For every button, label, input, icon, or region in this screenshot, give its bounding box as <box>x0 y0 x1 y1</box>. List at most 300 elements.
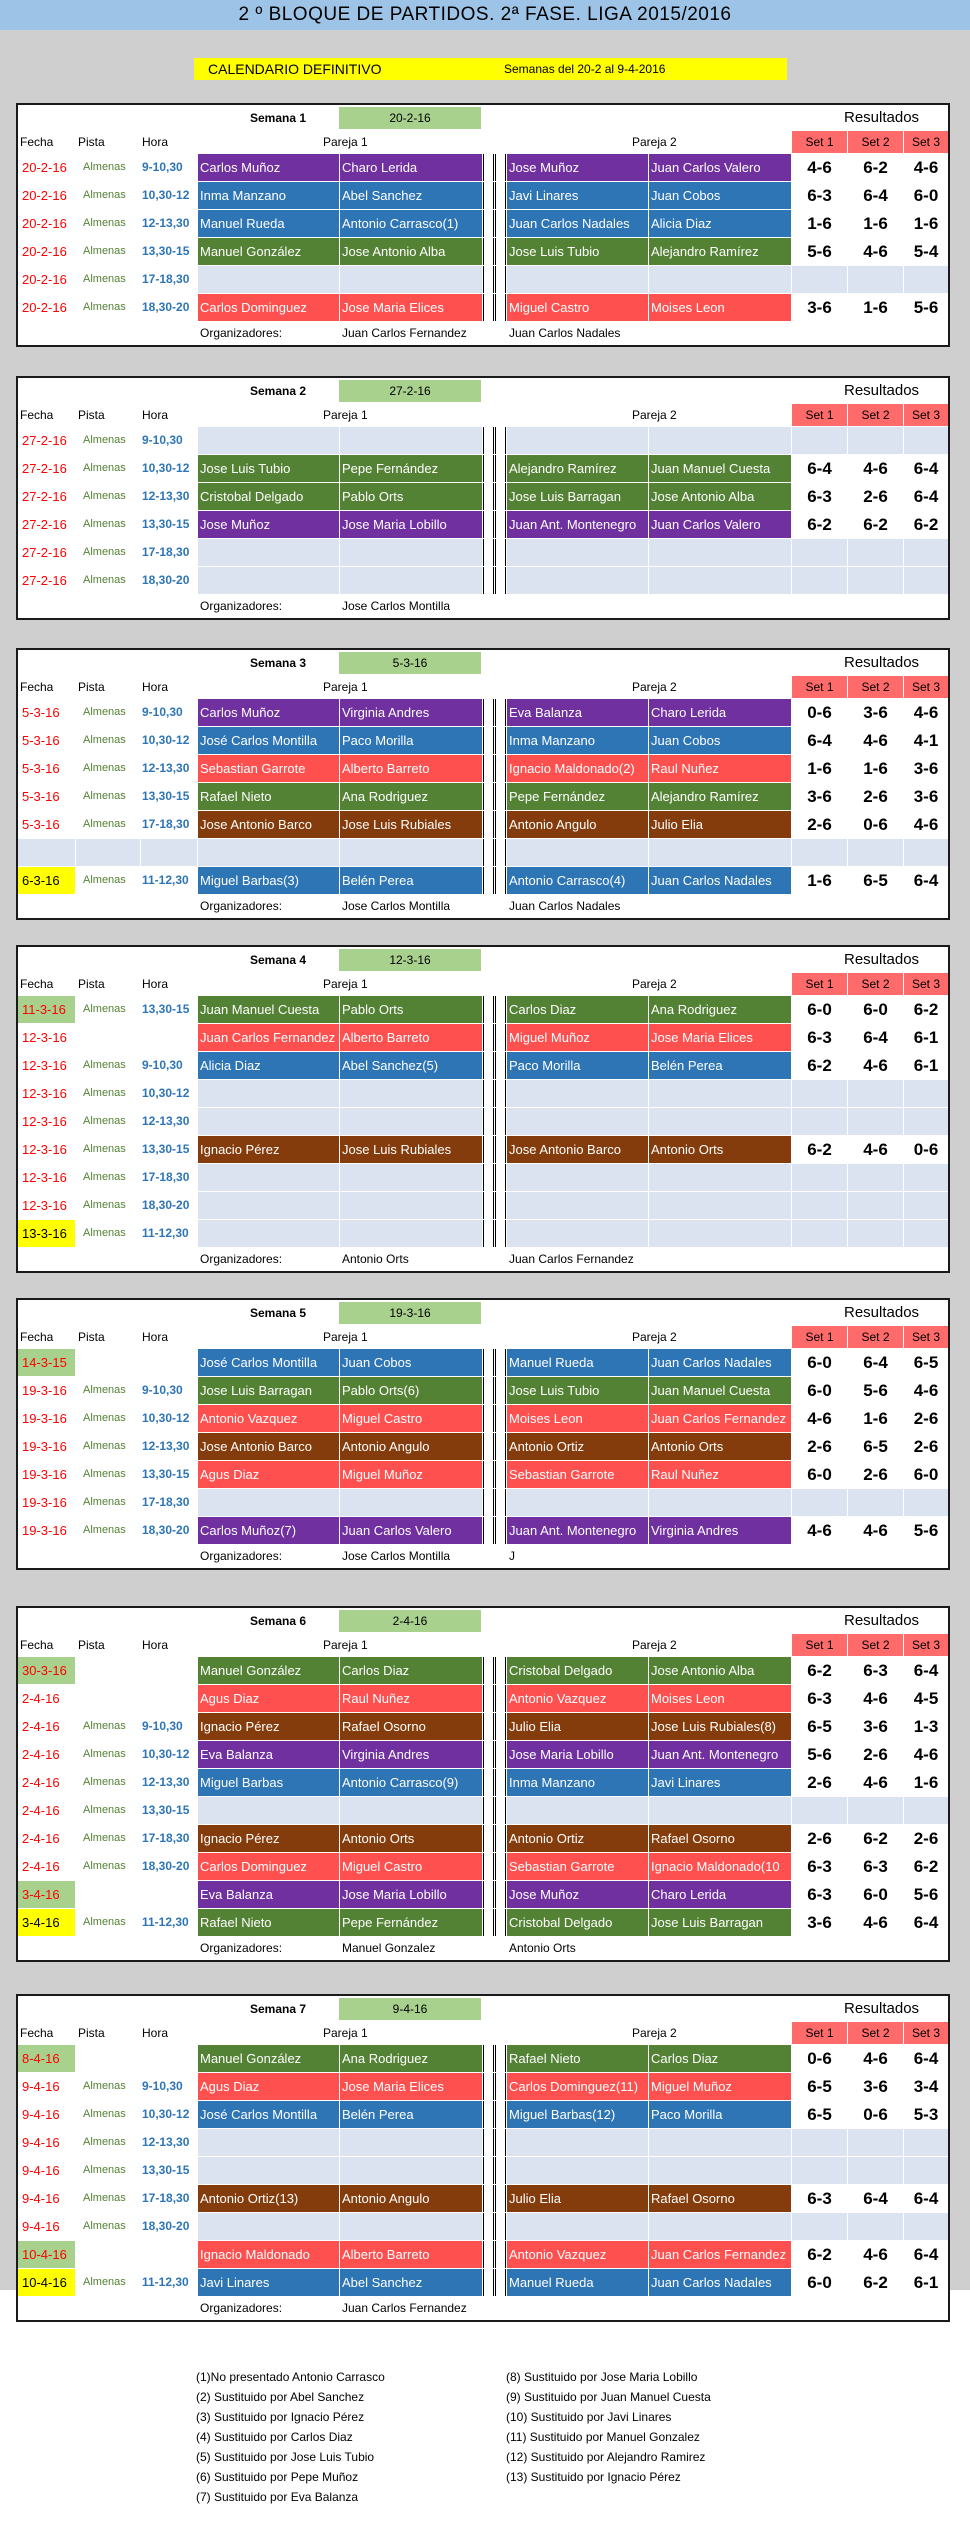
match-row <box>18 1107 948 1135</box>
match-date: 9-4-16 <box>22 2107 60 2122</box>
col-set2: Set 2 <box>848 404 903 426</box>
match-court <box>76 1349 140 1376</box>
pair1-player2: Belén Perea <box>340 2101 482 2128</box>
pair2-player2 <box>649 539 791 566</box>
pair1-player1: Agus Diaz <box>198 1685 339 1712</box>
match-court: Almenas <box>83 1524 126 1536</box>
pair1-player1 <box>198 2157 339 2184</box>
col-set1: Set 1 <box>792 2022 847 2044</box>
set3-score: 6-0 <box>913 1465 939 1484</box>
col-pareja1: Pareja 1 <box>323 1638 368 1652</box>
week-table <box>16 103 950 347</box>
match-date: 27-2-16 <box>22 545 67 560</box>
pair1-player1: Carlos Dominguez <box>198 294 339 321</box>
pair1-player2 <box>340 1489 482 1516</box>
week-header <box>18 650 948 676</box>
set3-score <box>904 1220 948 1247</box>
match-date: 27-2-16 <box>22 461 67 476</box>
set3-score <box>904 266 948 293</box>
match-time: 11-12,30 <box>142 1915 189 1929</box>
match-date: 2-4-16 <box>22 1691 60 1706</box>
match-court: Almenas <box>83 1860 126 1872</box>
match-court: Almenas <box>83 1748 126 1760</box>
set2-score: 4-6 <box>863 1773 888 1792</box>
pair2-player2: Juan Manuel Cuesta <box>649 1377 791 1404</box>
pair2-player1: Rafael Nieto <box>507 2045 648 2072</box>
week-table <box>16 1606 950 1962</box>
spacer-cell <box>483 511 494 538</box>
pair2-player2 <box>649 2157 791 2184</box>
footnote: (6) Sustituido por Pepe Muñoz <box>196 2470 359 2484</box>
pair2-player1: Carlos Dominguez(11) <box>507 2073 648 2100</box>
pair1-player2 <box>340 567 482 594</box>
match-time: 9-10,30 <box>142 705 183 719</box>
pair1-player1 <box>198 1164 339 1191</box>
pair1-player1: Ignacio Maldonado <box>198 2241 339 2268</box>
week-label: Semana 5 <box>249 1306 307 1320</box>
match-row <box>18 454 948 482</box>
col-set3: Set 3 <box>904 404 948 426</box>
col-fecha: Fecha <box>20 1330 54 1344</box>
match-date: 20-2-16 <box>22 244 67 259</box>
footnote: (1)No presentado Antonio Carrasco <box>196 2370 385 2384</box>
set1-score: 6-3 <box>807 1689 832 1708</box>
pair2-player1: Jose Antonio Barco <box>507 1136 648 1163</box>
pair2-player2: Jose Maria Elices <box>649 1024 791 1051</box>
set2-score <box>848 1192 903 1219</box>
pair2-player2: Juan Cobos <box>649 182 791 209</box>
organizer-1: Manuel Gonzalez <box>342 1941 436 1955</box>
match-time: 10,30-12 <box>142 1747 190 1761</box>
pair1-player1 <box>198 266 339 293</box>
match-time <box>141 1024 197 1051</box>
set3-score <box>904 567 948 594</box>
pair1-player1: Eva Balanza <box>198 1741 339 1768</box>
set3-score: 6-4 <box>913 459 939 478</box>
pair2-player1: Inma Manzano <box>507 1769 648 1796</box>
pair1-player2: Miguel Muñoz <box>340 1461 482 1488</box>
set1-score <box>792 427 847 454</box>
pair1-player2: Pepe Fernández <box>340 1909 482 1936</box>
col-set3: Set 3 <box>904 131 948 153</box>
spacer-cell <box>495 2073 506 2100</box>
pair2-player1: Juan Ant. Montenegro <box>507 1517 648 1544</box>
set2-score <box>848 539 903 566</box>
week-table <box>16 945 950 1273</box>
col-hora: Hora <box>142 1330 169 1344</box>
pair2-player1: Julio Elia <box>507 1713 648 1740</box>
match-court: Almenas <box>83 462 126 474</box>
set1-score: 6-2 <box>807 515 832 534</box>
spacer-cell <box>495 1461 506 1488</box>
set3-score: 4-1 <box>913 731 939 750</box>
col-pareja1: Pareja 1 <box>323 680 368 694</box>
week-table <box>16 376 950 620</box>
pair2-player2: Rafael Osorno <box>649 2185 791 2212</box>
match-court: Almenas <box>83 1143 126 1155</box>
pair1-player1: Jose Antonio Barco <box>198 1433 339 1460</box>
set2-score: 0-6 <box>863 2105 888 2124</box>
pair1-player1 <box>198 1489 339 1516</box>
set2-score: 2-6 <box>863 487 888 506</box>
match-row <box>18 181 948 209</box>
set2-score <box>848 1164 903 1191</box>
pair2-player1: Miguel Muñoz <box>507 1024 648 1051</box>
match-court: Almenas <box>83 874 126 886</box>
match-row <box>18 1852 948 1880</box>
col-set3: Set 3 <box>904 973 948 995</box>
pair1-player2: Paco Morilla <box>340 727 482 754</box>
match-court: Almenas <box>83 1832 126 1844</box>
pair2-player2 <box>649 1108 791 1135</box>
spacer-cell <box>483 2157 494 2184</box>
set1-score: 6-3 <box>807 487 832 506</box>
set2-score <box>848 1489 903 1516</box>
pair1-player1: Carlos Dominguez <box>198 1853 339 1880</box>
spacer-cell <box>483 1797 494 1824</box>
pair1-player1: Miguel Barbas <box>198 1769 339 1796</box>
set1-score <box>792 2129 847 2156</box>
spacer-cell <box>495 1713 506 1740</box>
pair2-player1: Jose Muñoz <box>507 154 648 181</box>
match-court: Almenas <box>83 2220 126 2232</box>
week-header <box>18 1996 948 2022</box>
pair1-player1 <box>198 427 339 454</box>
match-row <box>18 538 948 566</box>
pair2-player2 <box>649 567 791 594</box>
pair2-player1: Cristobal Delgado <box>507 1909 648 1936</box>
pair2-player1 <box>507 2213 648 2240</box>
pair2-player1: Antonio Angulo <box>507 811 648 838</box>
pair2-player1: Ignacio Maldonado(2) <box>507 755 648 782</box>
spacer-cell <box>495 1909 506 1936</box>
column-headers <box>18 131 948 153</box>
results-heading: Resultados <box>844 951 920 968</box>
week-label: Semana 1 <box>249 111 307 125</box>
pair1-player2: Virginia Andres <box>340 1741 482 1768</box>
set1-score: 2-6 <box>807 1437 832 1456</box>
set3-score <box>904 2129 948 2156</box>
spacer-cell <box>483 867 494 894</box>
match-date: 10-4-16 <box>18 2241 75 2268</box>
match-time: 10,30-12 <box>142 188 190 202</box>
week-label: Semana 3 <box>249 656 307 670</box>
match-date: 2-4-16 <box>22 1719 60 1734</box>
pair1-player2: Abel Sanchez <box>340 182 482 209</box>
pair1-player2 <box>340 1220 482 1247</box>
set3-score: 6-4 <box>913 2189 939 2208</box>
col-pista: Pista <box>78 1330 105 1344</box>
pair1-player1: Manuel González <box>198 238 339 265</box>
match-row <box>18 1460 948 1488</box>
match-row <box>18 293 948 321</box>
spacer-cell <box>495 1685 506 1712</box>
organizer-1: Jose Carlos Montilla <box>342 599 451 613</box>
spacer-cell <box>483 455 494 482</box>
set3-score: 1-3 <box>913 1717 939 1736</box>
set1-score: 4-6 <box>807 158 832 177</box>
spacer-cell <box>483 154 494 181</box>
match-row <box>18 726 948 754</box>
spacer-cell <box>495 867 506 894</box>
results-heading: Resultados <box>844 1612 920 1629</box>
match-court: Almenas <box>83 1916 126 1928</box>
match-row <box>18 510 948 538</box>
set2-score <box>848 2213 903 2240</box>
weeks-range: Semanas del 20-2 al 9-4-2016 <box>504 62 666 76</box>
pair1-player1: Juan Carlos Fernandez <box>198 1024 339 1051</box>
set2-score: 4-6 <box>863 1913 888 1932</box>
pair2-player2: Juan Carlos Valero <box>649 154 791 181</box>
match-time: 17-18,30 <box>142 1831 190 1845</box>
pair2-player2 <box>649 2213 791 2240</box>
pair1-player2: Juan Cobos <box>340 1349 482 1376</box>
pair2-player1 <box>507 539 648 566</box>
spacer-cell <box>483 1377 494 1404</box>
set2-score: 4-6 <box>863 459 888 478</box>
pair2-player2 <box>649 1192 791 1219</box>
pair1-player2: Jose Maria Lobillo <box>340 1881 482 1908</box>
pair2-player2 <box>649 1080 791 1107</box>
spacer-cell <box>495 1657 506 1684</box>
col-set2: Set 2 <box>848 1326 903 1348</box>
set1-score: 6-5 <box>807 1717 832 1736</box>
organizers-row <box>18 1544 948 1568</box>
match-row <box>18 209 948 237</box>
set1-score: 6-0 <box>807 2273 832 2292</box>
spacer-cell <box>483 2129 494 2156</box>
set1-score: 6-3 <box>807 2189 832 2208</box>
pair1-player1: Jose Luis Tubio <box>198 455 339 482</box>
col-set1: Set 1 <box>792 1326 847 1348</box>
match-date: 11-3-16 <box>18 996 75 1023</box>
set2-score <box>848 839 903 866</box>
match-row <box>18 265 948 293</box>
pair1-player2 <box>340 1797 482 1824</box>
spacer-cell <box>483 1769 494 1796</box>
pair2-player1 <box>507 1797 648 1824</box>
week-date: 20-2-16 <box>339 107 481 129</box>
set1-score: 6-3 <box>807 1028 832 1047</box>
pair1-player1: Jose Antonio Barco <box>198 811 339 838</box>
match-row <box>18 838 948 866</box>
pair1-player2 <box>340 2129 482 2156</box>
pair2-player2: Rafael Osorno <box>649 1825 791 1852</box>
set1-score: 6-2 <box>807 1661 832 1680</box>
pair2-player2 <box>649 1220 791 1247</box>
match-date: 9-4-16 <box>22 2135 60 2150</box>
pair1-player2: Jose Maria Lobillo <box>340 511 482 538</box>
pair2-player1: Inma Manzano <box>507 727 648 754</box>
match-time: 13,30-15 <box>142 517 190 531</box>
week-date: 19-3-16 <box>339 1302 481 1324</box>
week-date: 27-2-16 <box>339 380 481 402</box>
pair1-player2: Raul Nuñez <box>340 1685 482 1712</box>
match-date: 3-4-16 <box>18 1909 75 1936</box>
pair2-player1 <box>507 1164 648 1191</box>
match-time <box>141 2045 197 2072</box>
pair1-player1: Javi Linares <box>198 2269 339 2296</box>
match-court: Almenas <box>83 734 126 746</box>
spacer-cell <box>483 996 494 1023</box>
match-time <box>141 1657 197 1684</box>
match-court: Almenas <box>83 434 126 446</box>
match-court: Almenas <box>83 1003 126 1015</box>
footnote: (13) Sustituido por Ignacio Pérez <box>506 2470 681 2484</box>
match-row <box>18 2184 948 2212</box>
spacer-cell <box>495 1741 506 1768</box>
set2-score <box>848 567 903 594</box>
pair1-player1: Ignacio Pérez <box>198 1825 339 1852</box>
set3-score: 3-6 <box>913 759 939 778</box>
pair1-player1: Sebastian Garrote <box>198 755 339 782</box>
pair2-player1: Antonio Ortiz <box>507 1433 648 1460</box>
col-pareja2: Pareja 2 <box>632 135 677 149</box>
match-date: 19-3-16 <box>22 1411 67 1426</box>
match-date: 2-4-16 <box>22 1775 60 1790</box>
pair1-player2 <box>340 2157 482 2184</box>
match-time: 9-10,30 <box>142 1719 183 1733</box>
col-pareja2: Pareja 2 <box>632 977 677 991</box>
spacer-cell <box>483 2101 494 2128</box>
match-date: 5-3-16 <box>22 789 60 804</box>
match-court: Almenas <box>83 1227 126 1239</box>
match-time <box>141 2241 197 2268</box>
set3-score: 3-6 <box>913 787 939 806</box>
spacer-cell <box>483 2241 494 2268</box>
set3-score: 6-4 <box>913 2245 939 2264</box>
match-time: 13,30-15 <box>142 244 190 258</box>
pair2-player1: Paco Morilla <box>507 1052 648 1079</box>
spacer-cell <box>483 1713 494 1740</box>
set3-score: 2-6 <box>913 1829 939 1848</box>
pair1-player2 <box>340 839 482 866</box>
pair2-player1 <box>507 427 648 454</box>
match-date: 12-3-16 <box>22 1198 67 1213</box>
pair2-player1 <box>507 567 648 594</box>
match-date: 19-3-16 <box>22 1439 67 1454</box>
pair1-player1: José Carlos Montilla <box>198 2101 339 2128</box>
organizers-row <box>18 1247 948 1271</box>
week-header <box>18 1608 948 1634</box>
match-court <box>76 2241 140 2268</box>
spacer-cell <box>495 1433 506 1460</box>
match-row <box>18 2128 948 2156</box>
set1-score: 6-3 <box>807 186 832 205</box>
spacer-cell <box>483 783 494 810</box>
col-pista: Pista <box>78 680 105 694</box>
pair1-player2: Ana Rodriguez <box>340 2045 482 2072</box>
match-time: 9-10,30 <box>142 160 183 174</box>
set3-score: 6-5 <box>913 1353 939 1372</box>
organizers-row <box>18 2296 948 2320</box>
spacer-cell <box>483 1909 494 1936</box>
spacer-cell <box>495 1825 506 1852</box>
match-date: 9-4-16 <box>22 2079 60 2094</box>
match-time: 17-18,30 <box>142 272 190 286</box>
pair1-player2 <box>340 2213 482 2240</box>
pair1-player2: Ana Rodriguez <box>340 783 482 810</box>
match-time: 18,30-20 <box>142 1523 190 1537</box>
match-time: 11-12,30 <box>142 1226 189 1240</box>
spacer-cell <box>495 2045 506 2072</box>
pair2-player2: Paco Morilla <box>649 2101 791 2128</box>
match-court: Almenas <box>83 217 126 229</box>
match-time <box>141 1349 197 1376</box>
match-time: 13,30-15 <box>142 2163 190 2177</box>
col-fecha: Fecha <box>20 408 54 422</box>
set2-score: 3-6 <box>863 2077 888 2096</box>
pair2-player1: Jose Luis Barragan <box>507 483 648 510</box>
organizers-label: Organizadores: <box>200 2301 283 2315</box>
match-date: 20-2-16 <box>22 272 67 287</box>
spacer-cell <box>495 755 506 782</box>
col-set2: Set 2 <box>848 2022 903 2044</box>
pair1-player2 <box>340 427 482 454</box>
pair1-player1: Agus Diaz <box>198 1461 339 1488</box>
match-court: Almenas <box>83 818 126 830</box>
spacer-cell <box>483 1517 494 1544</box>
spacer-cell <box>495 427 506 454</box>
pair1-player1: Alicia Diaz <box>198 1052 339 1079</box>
set1-score: 0-6 <box>807 2049 832 2068</box>
set1-score: 6-5 <box>807 2077 832 2096</box>
set2-score <box>848 1080 903 1107</box>
organizer-2: Antonio Orts <box>509 1941 576 1955</box>
col-pista: Pista <box>78 977 105 991</box>
set2-score: 4-6 <box>863 1140 888 1159</box>
col-set3: Set 3 <box>904 2022 948 2044</box>
pair2-player2 <box>649 2129 791 2156</box>
pair2-player2: Miguel Muñoz <box>649 2073 791 2100</box>
set1-score <box>792 1108 847 1135</box>
match-date: 2-4-16 <box>22 1859 60 1874</box>
organizers-label: Organizadores: <box>200 326 283 340</box>
set3-score: 6-1 <box>913 2273 939 2292</box>
match-date: 6-3-16 <box>18 867 75 894</box>
set3-score: 5-6 <box>913 1885 939 1904</box>
spacer-cell <box>495 1517 506 1544</box>
pair2-player2 <box>649 1489 791 1516</box>
match-row <box>18 1488 948 1516</box>
match-court <box>76 2045 140 2072</box>
set3-score: 6-2 <box>913 1857 939 1876</box>
set1-score: 3-6 <box>807 787 832 806</box>
organizers-label: Organizadores: <box>200 599 283 613</box>
pair2-player2: Raul Nuñez <box>649 1461 791 1488</box>
spacer-cell <box>495 539 506 566</box>
pair2-player2 <box>649 839 791 866</box>
match-time: 10,30-12 <box>142 1411 190 1425</box>
spacer-cell <box>483 1349 494 1376</box>
organizers-row <box>18 321 948 345</box>
match-date: 20-2-16 <box>22 160 67 175</box>
match-time: 10,30-12 <box>142 461 190 475</box>
match-court: Almenas <box>83 1412 126 1424</box>
set2-score: 3-6 <box>863 1717 888 1736</box>
week-label: Semana 7 <box>249 2002 307 2016</box>
set1-score <box>792 1164 847 1191</box>
set2-score: 6-4 <box>863 186 888 205</box>
pair1-player2: Alberto Barreto <box>340 2241 482 2268</box>
match-row <box>18 1023 948 1051</box>
organizers-label: Organizadores: <box>200 1252 283 1266</box>
set1-score: 2-6 <box>807 1829 832 1848</box>
spacer-cell <box>483 811 494 838</box>
spacer-cell <box>483 699 494 726</box>
spacer-cell <box>495 1881 506 1908</box>
pair1-player2: Virginia Andres <box>340 699 482 726</box>
